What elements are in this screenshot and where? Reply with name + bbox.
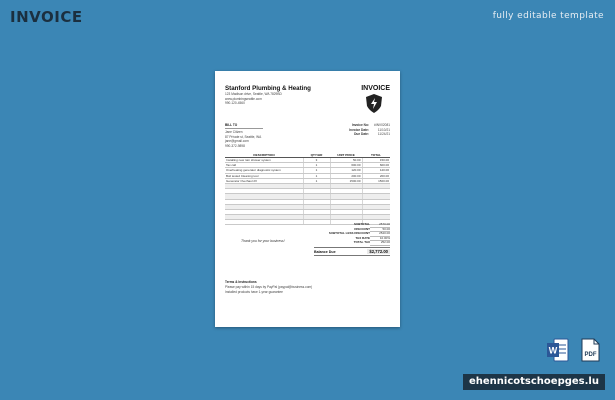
totals-block bbox=[315, 223, 390, 246]
bill-to-name: Jane Citizen bbox=[225, 130, 243, 135]
bill-to-email: jane@gmail.com bbox=[225, 139, 249, 144]
totals-row: DISCOUNT 50.00 bbox=[354, 226, 390, 231]
table-cell: 200.00 bbox=[330, 173, 362, 178]
table-cell: Generator Overhaul 2X bbox=[225, 178, 303, 183]
table-cell: 50.00 bbox=[330, 158, 362, 163]
company-address: 123 Madison drive, Seattle, WA 7829BD bbox=[225, 92, 282, 96]
col-unit-price: UNIT PRICE bbox=[330, 152, 362, 158]
col-total: TOTAL bbox=[362, 152, 390, 158]
balance-value: $2,772.00 bbox=[369, 249, 388, 254]
invoice-meta bbox=[328, 123, 390, 137]
table-cell: 600.00 bbox=[362, 163, 390, 168]
table-cell: 3 bbox=[303, 158, 330, 163]
bill-to-address: 87 Private st, Seattle, WA bbox=[225, 134, 262, 139]
bill-to-phone: 990-372-9898 bbox=[225, 143, 245, 148]
table-cell: 120.00 bbox=[330, 168, 362, 173]
banner-subtitle: fully editable template bbox=[492, 11, 604, 21]
table-cell: Boil tested Cleaning tool bbox=[225, 173, 303, 178]
word-document-icon[interactable] bbox=[547, 338, 569, 362]
terms-title: Terms & Instructions bbox=[225, 280, 257, 284]
col-qty: QTY/HR bbox=[303, 152, 330, 158]
balance-label: Balance Due bbox=[314, 249, 336, 254]
table-cell: Overheating generator diagnostic system bbox=[225, 168, 303, 173]
shield-logo-icon bbox=[366, 94, 382, 113]
col-description: DESCRIPTION bbox=[225, 152, 303, 158]
svg-text:W: W bbox=[548, 345, 558, 356]
table-cell: 1500.00 bbox=[330, 178, 362, 183]
totals-row: SUBTOTAL LESS DISCOUNT 2520.00 bbox=[328, 231, 390, 236]
bill-to-label: BILL TO bbox=[225, 123, 238, 127]
meta-row: Due Date: 11/24/21 bbox=[354, 132, 390, 137]
table-cell: 200.00 bbox=[362, 173, 390, 178]
meta-row: Invoice No: #INV02081 bbox=[351, 123, 390, 127]
line-items-table bbox=[225, 152, 390, 225]
table-cell: 1 bbox=[303, 163, 330, 168]
balance-due bbox=[314, 247, 390, 256]
table-cell: 1 bbox=[303, 178, 330, 183]
invoice-preview bbox=[215, 71, 400, 327]
table-cell bbox=[225, 220, 303, 225]
pdf-document-icon[interactable] bbox=[579, 338, 601, 362]
totals-row: SUBTOTAL 2570.00 bbox=[353, 222, 390, 226]
company-name: Stanford Plumbing & Heating bbox=[225, 85, 311, 92]
terms-line: Installed products have 1-year guarantee bbox=[225, 289, 283, 294]
thank-you-note: Thank you for your business! bbox=[241, 239, 285, 243]
table-cell: 1 bbox=[303, 168, 330, 173]
table-cell: Installing new rain shower system bbox=[225, 158, 303, 163]
terms-block bbox=[225, 280, 385, 294]
company-website: www.plumbingseattle.com bbox=[225, 96, 262, 101]
totals-row: TAX RATE 10.00% bbox=[355, 235, 390, 240]
table-cell: 150.00 bbox=[362, 158, 390, 163]
table-cell: 120.00 bbox=[362, 168, 390, 173]
table-cell: 1 bbox=[303, 173, 330, 178]
company-block bbox=[225, 85, 335, 106]
table-cell: 1500.00 bbox=[362, 178, 390, 183]
invoice-heading: INVOICE bbox=[361, 85, 390, 92]
table-cell: Tax call bbox=[225, 163, 303, 168]
meta-row: Invoice Date: 11/10/21 bbox=[349, 127, 390, 132]
totals-row: TOTAL TAX 252.00 bbox=[353, 240, 390, 245]
banner-title: INVOICE bbox=[10, 8, 83, 26]
site-domain[interactable]: ehennicotschoepges.lu bbox=[463, 374, 605, 390]
company-phone: 990-120-4560 bbox=[225, 101, 245, 106]
terms-line: Please pay within 15 days by PayPal (paypal@business.com) bbox=[225, 285, 313, 289]
file-format-icons bbox=[547, 338, 601, 362]
bill-to-block bbox=[225, 123, 305, 148]
table-cell: 600.00 bbox=[330, 163, 362, 168]
svg-text:PDF: PDF bbox=[584, 352, 597, 358]
